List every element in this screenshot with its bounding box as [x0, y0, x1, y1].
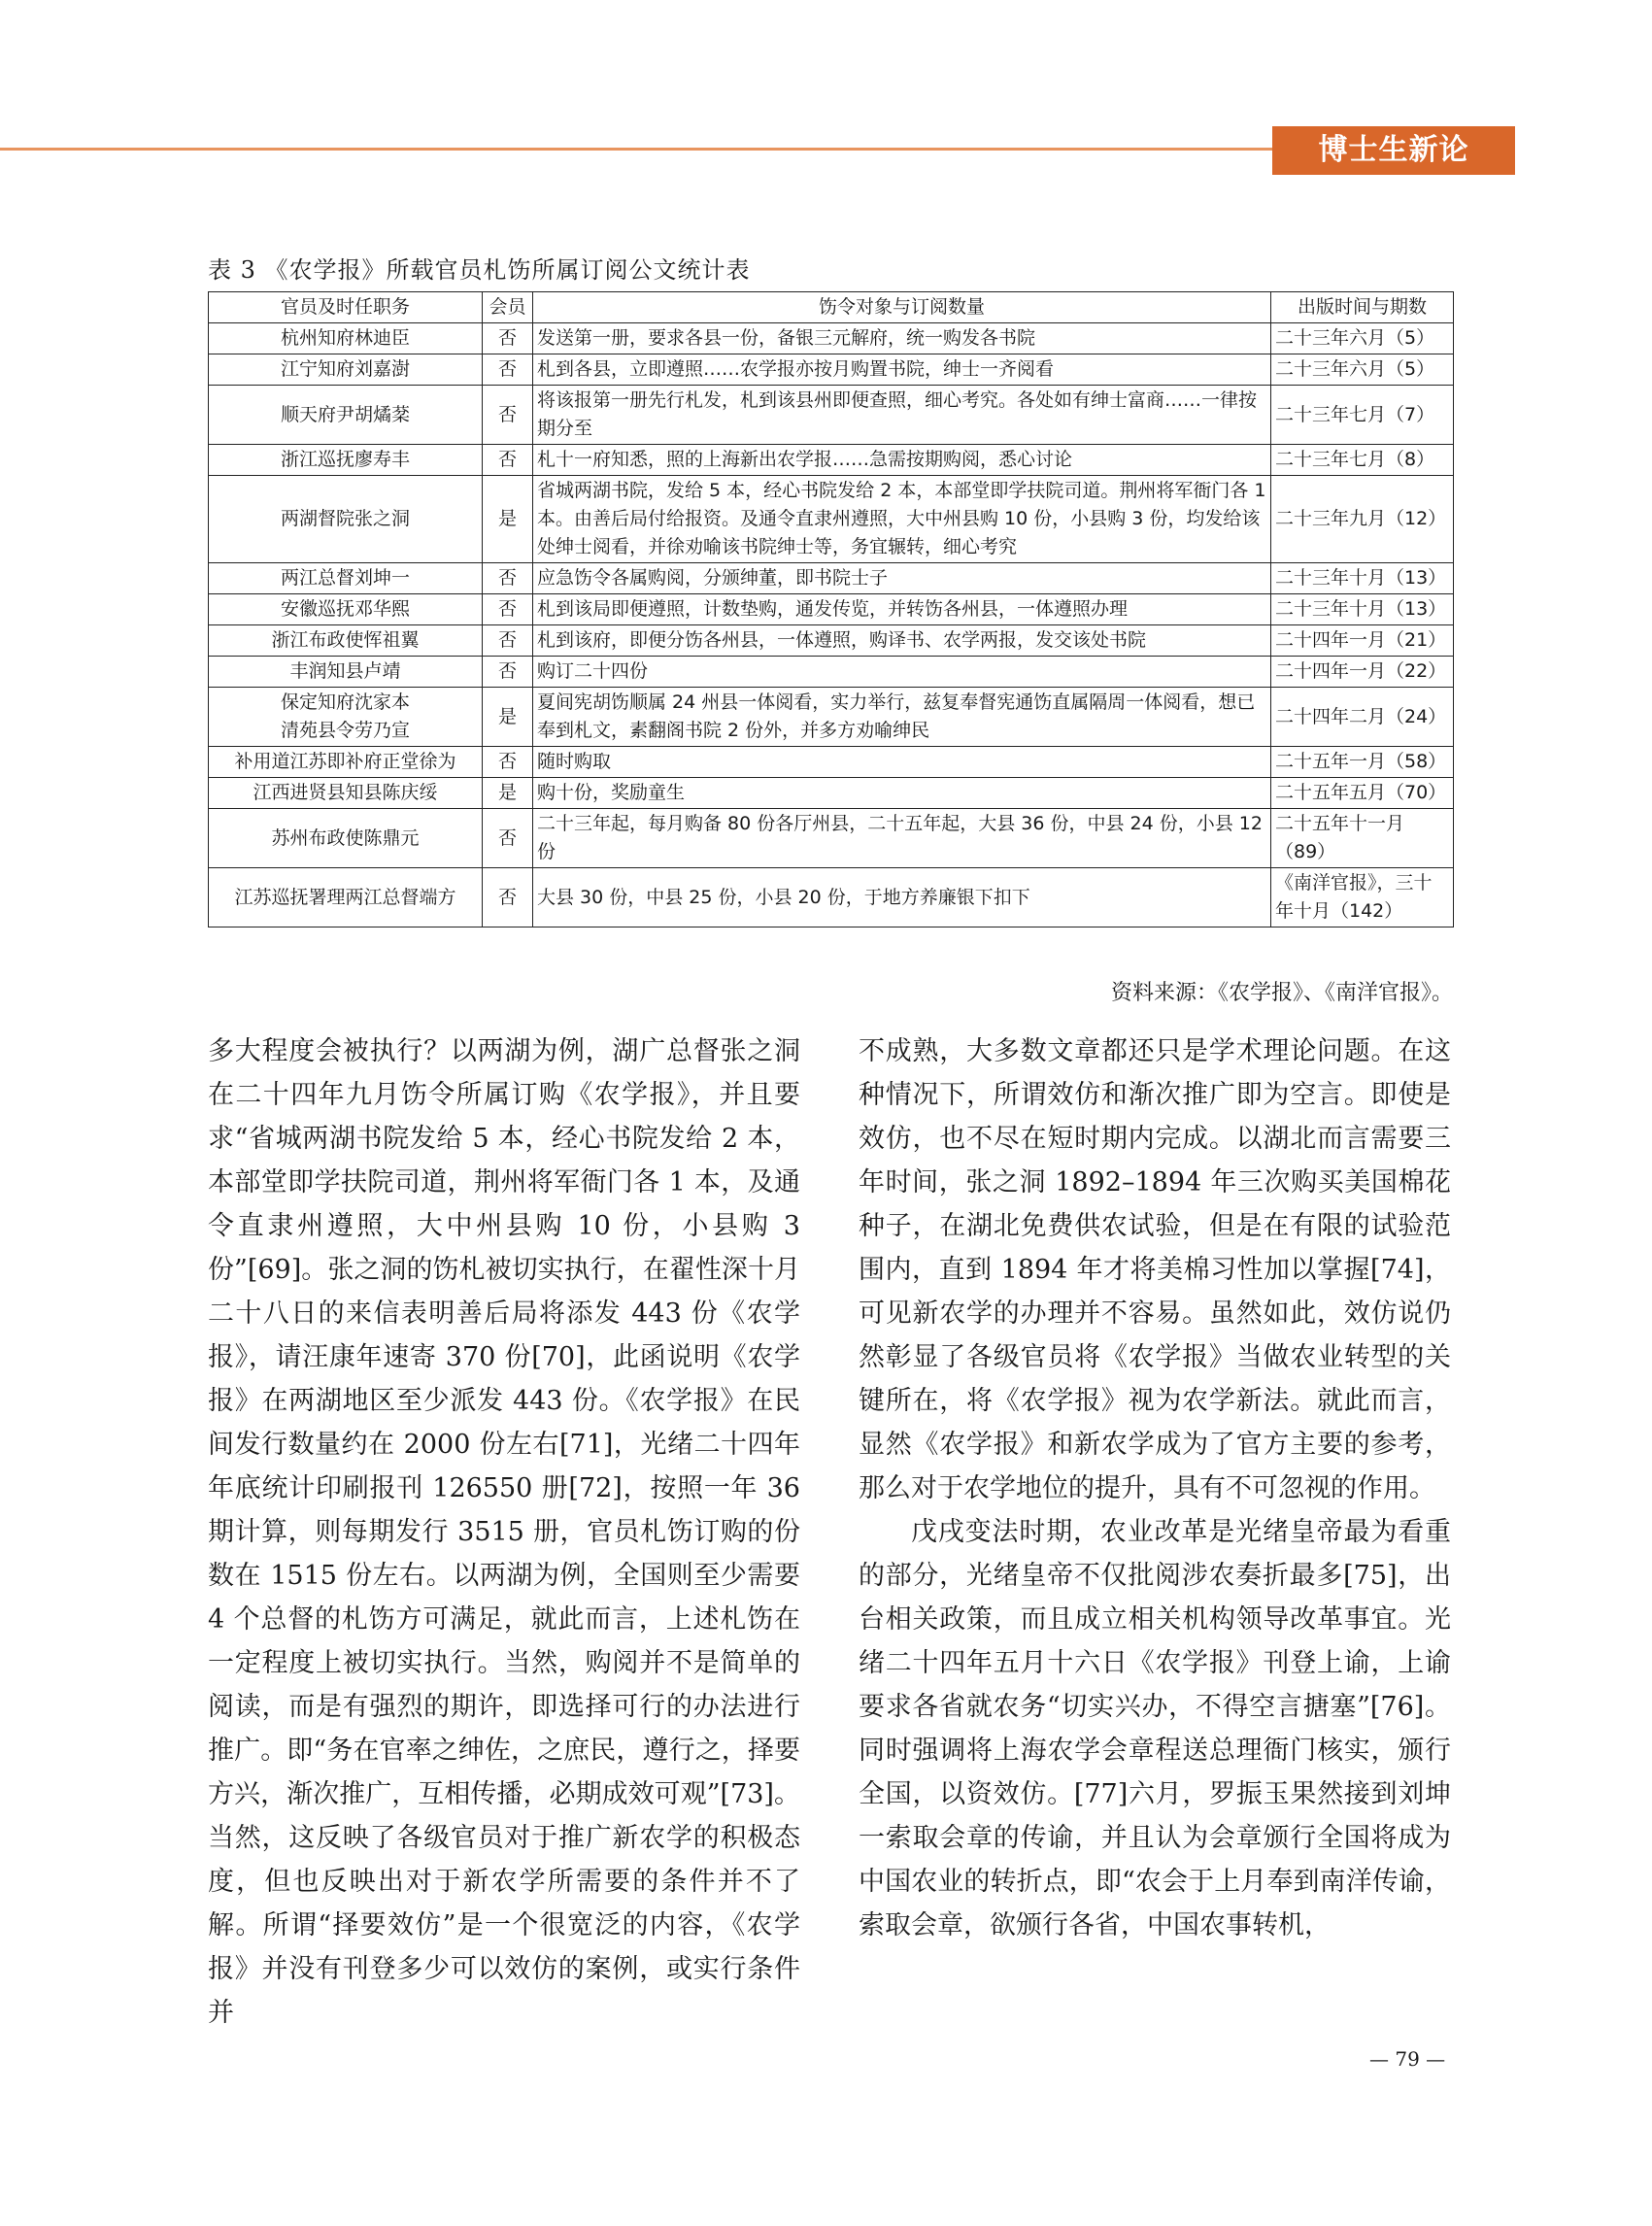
table-row — [209, 747, 1454, 778]
table-row — [209, 625, 1454, 657]
cell-member: 否 — [483, 354, 533, 386]
cell-order: 札到各县，立即遵照……农学报亦按月购置书院，绅士一齐阅看 — [533, 354, 1271, 386]
cell-order: 购十份，奖励童生 — [533, 778, 1271, 809]
table-row — [209, 323, 1454, 354]
cell-official: 丰润知县卢靖 — [209, 657, 483, 688]
body-column-left — [208, 1029, 800, 2035]
statistics-table — [208, 291, 1453, 928]
cell-order: 夏间宪胡饬顺属 24 州县一体阅看，实力举行，兹复奉督宪通饬直属隔周一体阅看，想已奉到札文，素翻阁书院 2 份外，并多方劝喻绅民 — [533, 688, 1271, 747]
cell-order: 应急饬令各属购阅，分颁绅董，即书院士子 — [533, 563, 1271, 594]
table-row — [209, 476, 1454, 563]
cell-official: 江苏巡抚署理两江总督端方 — [209, 868, 483, 928]
cell-official: 两江总督刘坤一 — [209, 563, 483, 594]
cell-date: 二十四年一月（22） — [1271, 657, 1454, 688]
cell-date: 二十三年十月（13） — [1271, 563, 1454, 594]
cell-date: 《南洋官报》，三十年十月（142） — [1271, 868, 1454, 928]
cell-member: 否 — [483, 563, 533, 594]
cell-order: 购订二十四份 — [533, 657, 1271, 688]
cell-member: 否 — [483, 625, 533, 657]
cell-official: 浙江巡抚廖寿丰 — [209, 445, 483, 476]
cell-order: 札十一府知悉，照的上海新出农学报……急需按期购阅，悉心讨论 — [533, 445, 1271, 476]
header-member: 会员 — [483, 292, 533, 323]
cell-date: 二十五年十一月（89） — [1271, 809, 1454, 868]
cell-official: 浙江布政使恽祖翼 — [209, 625, 483, 657]
cell-order: 大县 30 份，中县 25 份，小县 20 份，于地方养廉银下扣下 — [533, 868, 1271, 928]
cell-member: 否 — [483, 868, 533, 928]
cell-date: 二十三年六月（5） — [1271, 323, 1454, 354]
table-source-note: 资料来源：《农学报》、《南洋官报》。 — [1110, 981, 1453, 1005]
cell-member: 否 — [483, 657, 533, 688]
cell-official: 顺天府尹胡燏棻 — [209, 386, 483, 445]
table-header-row — [209, 292, 1454, 323]
cell-member: 否 — [483, 386, 533, 445]
paragraph-right-2: 戊戌变法时期，农业改革是光绪皇帝最为看重的部分，光绪皇帝不仅批阅涉农奏折最多[75]，出台相关政策，而且成立相关机构领导改革事宜。光绪二十四年五月十六日《农学报》刊登上谕，上谕要求各省就农务“切实兴办，不得空言搪塞”[76]。同时强调将上海农学会章程送总理衙门核实，颁行全国，以资效仿。[77]六月，罗振玉果然接到刘坤一索取会章的传谕，并且认为会章颁行全国将成为中国农业的转折点，即“农会于上月奉到南洋传谕，索取会章，欲颁行各省，中国农事转机， — [859, 1517, 1451, 1940]
table-row — [209, 594, 1454, 625]
cell-member: 否 — [483, 445, 533, 476]
cell-date: 二十三年十月（13） — [1271, 594, 1454, 625]
cell-official: 江西进贤县知县陈庆绥 — [209, 778, 483, 809]
cell-date: 二十三年九月（12） — [1271, 476, 1454, 563]
cell-order: 省城两湖书院，发给 5 本，经心书院发给 2 本，本部堂即学扶院司道。荆州将军衙门各 1 本。由善后局付给报资。及通令直隶州遵照，大中州县购 10 份，小县购 3 份，均发给该处绅士阅看，并徐劝喻该书院绅士等，务宜辗转，细心考究 — [533, 476, 1271, 563]
header-date: 出版时间与期数 — [1271, 292, 1454, 323]
paragraph-right-1: 不成熟，大多数文章都还只是学术理论问题。在这种情况下，所谓效仿和渐次推广即为空言。即使是效仿，也不尽在短时期内完成。以湖北而言需要三年时间，张之洞 1892–1894 年三次购买美国棉花种子，在湖北免费供农试验，但是在有限的试验范围内，直到 1894 年才将美棉习性加以掌握[74]，可见新农学的办理并不容易。虽然如此，效仿说仍然彰显了各级官员将《农学报》当做农业转型的关键所在，将《农学报》视为农学新法。就此而言，显然《农学报》和新农学成为了官方主要的参考，那么对于农学地位的提升，具有不可忽视的作用。 — [859, 1036, 1451, 1503]
table-row — [209, 778, 1454, 809]
cell-date: 二十四年二月（24） — [1271, 688, 1454, 747]
cell-order: 发送第一册，要求各县一份，备银三元解府，统一购发各书院 — [533, 323, 1271, 354]
cell-official: 安徽巡抚邓华熙 — [209, 594, 483, 625]
cell-member: 否 — [483, 594, 533, 625]
cell-member: 否 — [483, 747, 533, 778]
cell-member: 否 — [483, 809, 533, 868]
cell-member: 是 — [483, 476, 533, 563]
table-row — [209, 688, 1454, 747]
paragraph-left: 多大程度会被执行？以两湖为例，湖广总督张之洞在二十四年九月饬令所属订购《农学报》，并且要求“省城两湖书院发给 5 本，经心书院发给 2 本，本部堂即学扶院司道，荆州将军衙门各 1 本，及通令直隶州遵照，大中州县购 10 份，小县购 3 份”[69]。张之洞的饬札被切实执行，在翟性深十月二十八日的来信表明善后局将添发 443 份《农学报》，请汪康年速寄 370 份[70]，此函说明《农学报》在两湖地区至少派发 443 份。《农学报》在民间发行数量约在 2000 份左右[71]，光绪二十四年年底统计印刷报刊 126550 册[72]，按照一年 36 期计算，则每期发行 3515 册，官员札饬订购的份数在 1515 份左右。以两湖为例，全国则至少需要 4 个总督的札饬方可满足，就此而言，上述札饬在一定程度上被切实执行。当然，购阅并不是简单的阅读，而是有强烈的期许，即选择可行的办法进行推广。即“务在官率之绅佐，之庶民，遵行之，择要方兴，渐次推广，互相传播，必期成效可观”[73]。当然，这反映了各级官员对于推广新农学的积极态度，但也反映出对于新农学所需要的条件并不了解。所谓“择要效仿”是一个很宽泛的内容，《农学报》并没有刊登多少可以效仿的案例，或实行条件并 — [208, 1036, 800, 2028]
cell-order: 随时购取 — [533, 747, 1271, 778]
cell-official: 保定知府沈家本 清苑县令劳乃宣 — [209, 688, 483, 747]
cell-order: 二十三年起，每月购备 80 份各厅州县，二十五年起，大县 36 份，中县 24 份，小县 12 份 — [533, 809, 1271, 868]
cell-order: 札到该府，即便分饬各州县，一体遵照，购译书、农学两报，发交该处书院 — [533, 625, 1271, 657]
header-order: 饬令对象与订阅数量 — [533, 292, 1271, 323]
cell-order: 将该报第一册先行札发，札到该县州即便查照，细心考究。各处如有绅士富商……一律按期分至 — [533, 386, 1271, 445]
header-rule — [0, 148, 1292, 151]
cell-member: 是 — [483, 778, 533, 809]
table-row — [209, 563, 1454, 594]
header-official: 官员及时任职务 — [209, 292, 483, 323]
cell-official: 江宁知府刘嘉澍 — [209, 354, 483, 386]
cell-official: 补用道江苏即补府正堂徐为 — [209, 747, 483, 778]
section-tab: 博士生新论 — [1272, 126, 1515, 175]
table-row — [209, 354, 1454, 386]
cell-official: 两湖督院张之洞 — [209, 476, 483, 563]
cell-date: 二十四年一月（21） — [1271, 625, 1454, 657]
cell-order: 札到该局即便遵照，计数垫购，通发传览，并转饬各州县，一体遵照办理 — [533, 594, 1271, 625]
cell-date: 二十三年七月（7） — [1271, 386, 1454, 445]
cell-date: 二十五年五月（70） — [1271, 778, 1454, 809]
table-row — [209, 386, 1454, 445]
table-row — [209, 868, 1454, 928]
table-body — [209, 323, 1454, 928]
cell-official: 苏州布政使陈鼎元 — [209, 809, 483, 868]
cell-date: 二十三年七月（8） — [1271, 445, 1454, 476]
page-number: — 79 — — [1369, 2047, 1446, 2071]
table-caption: 表 3 《农学报》所载官员札饬所属订阅公文统计表 — [208, 256, 751, 284]
table-row — [209, 445, 1454, 476]
cell-member: 是 — [483, 688, 533, 747]
cell-date: 二十五年一月（58） — [1271, 747, 1454, 778]
cell-official: 杭州知府林迪臣 — [209, 323, 483, 354]
table-row — [209, 809, 1454, 868]
table-row — [209, 657, 1454, 688]
body-column-right — [859, 1029, 1451, 1947]
cell-date: 二十三年六月（5） — [1271, 354, 1454, 386]
cell-member: 否 — [483, 323, 533, 354]
